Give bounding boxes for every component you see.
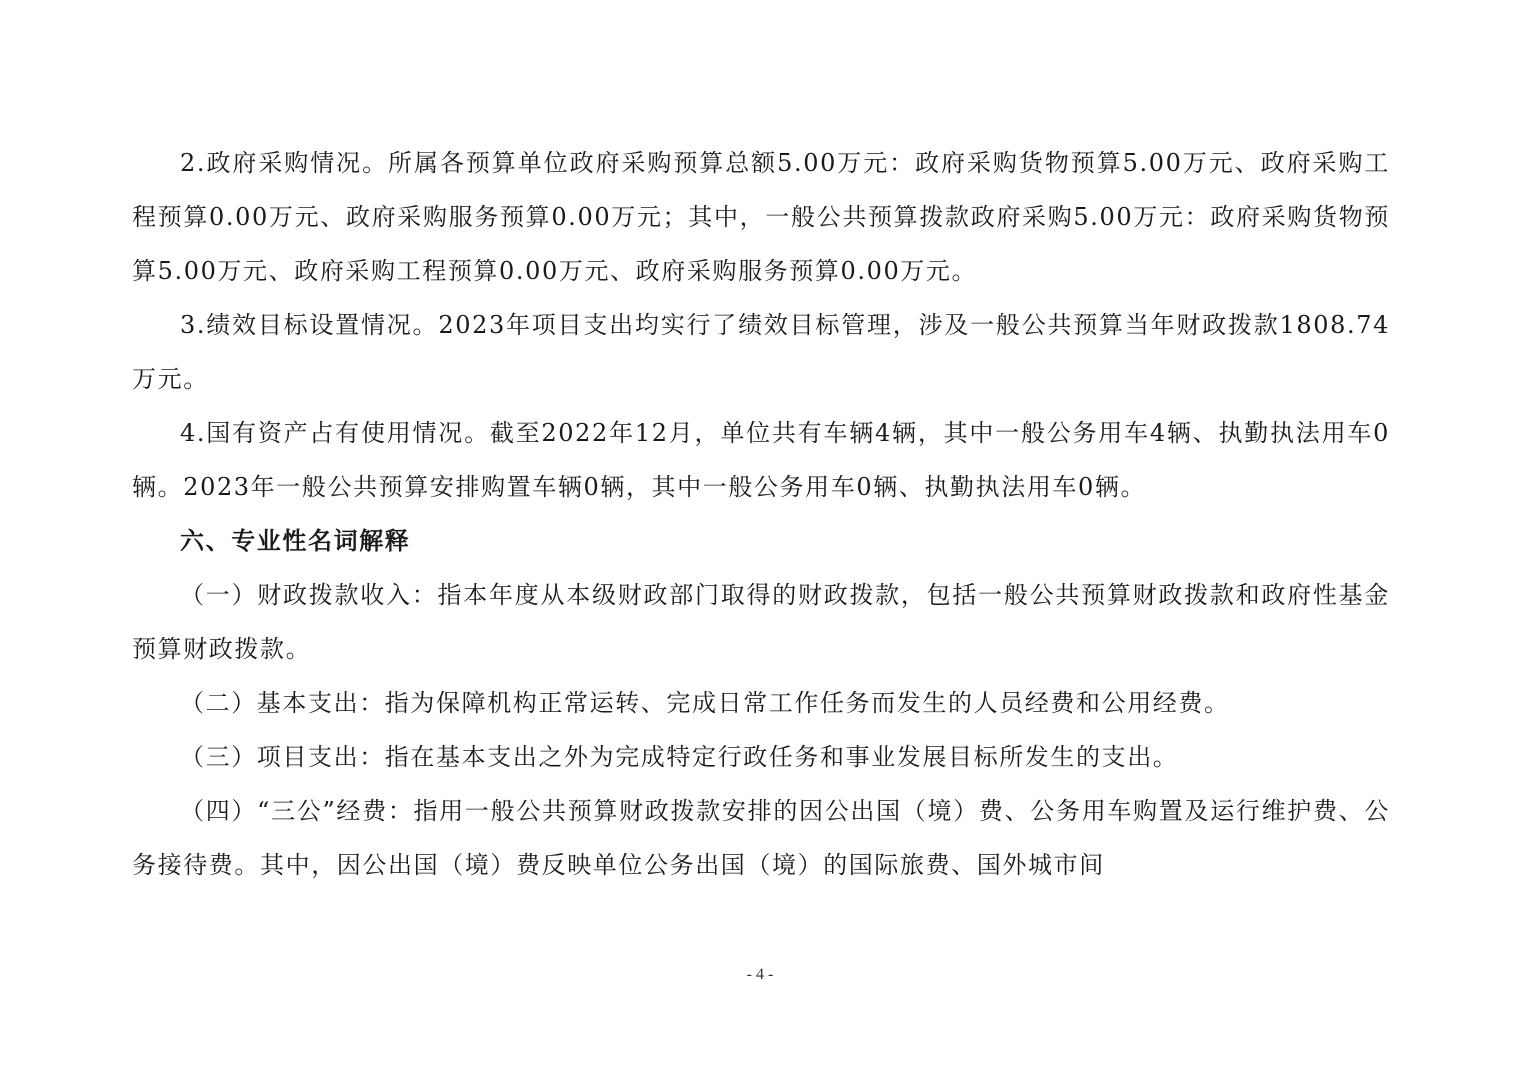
paragraph-government-procurement: 2.政府采购情况。所属各预算单位政府采购预算总额5.00万元：政府采购货物预算5.00万元、政府采购工程预算0.00万元、政府采购服务预算0.00万元；其中，一般公共预算拨款政府采购5.00万元：政府采购货物预算5.00万元、政府采购工程预算0.00万元、政府采购服务预算0.00万元。 — [132, 149, 1390, 285]
document-body — [132, 136, 1390, 892]
paragraph-state-assets: 4.国有资产占有使用情况。截至2022年12月，单位共有车辆4辆，其中一般公务用车4辆、执勤执法用车0辆。2023年一般公共预算安排购置车辆0辆，其中一般公务用车0辆、执勤执法用车0辆。 — [132, 419, 1390, 501]
section-heading-terminology: 六、专业性名词解释 — [180, 527, 411, 555]
page-number: - 4 - — [746, 966, 774, 983]
paragraph-fiscal-allocation-income: （一）财政拨款收入：指本年度从本级财政部门取得的财政拨款，包括一般公共预算财政拨款和政府性基金预算财政拨款。 — [132, 581, 1390, 663]
paragraph-performance-targets: 3.绩效目标设置情况。2023年项目支出均实行了绩效目标管理，涉及一般公共预算当年财政拨款1808.74万元。 — [132, 311, 1390, 393]
paragraph-basic-expenditure: （二）基本支出：指为保障机构正常运转、完成日常工作任务而发生的人员经费和公用经费。 — [180, 689, 1230, 717]
paragraph-project-expenditure: （三）项目支出：指在基本支出之外为完成特定行政任务和事业发展目标所发生的支出。 — [180, 743, 1179, 771]
paragraph-three-public-expenses: （四）“三公”经费：指用一般公共预算财政拨款安排的因公出国（境）费、公务用车购置及运行维护费、公务接待费。其中，因公出国（境）费反映单位公务出国（境）的国际旅费、国外城市间 — [132, 797, 1390, 879]
